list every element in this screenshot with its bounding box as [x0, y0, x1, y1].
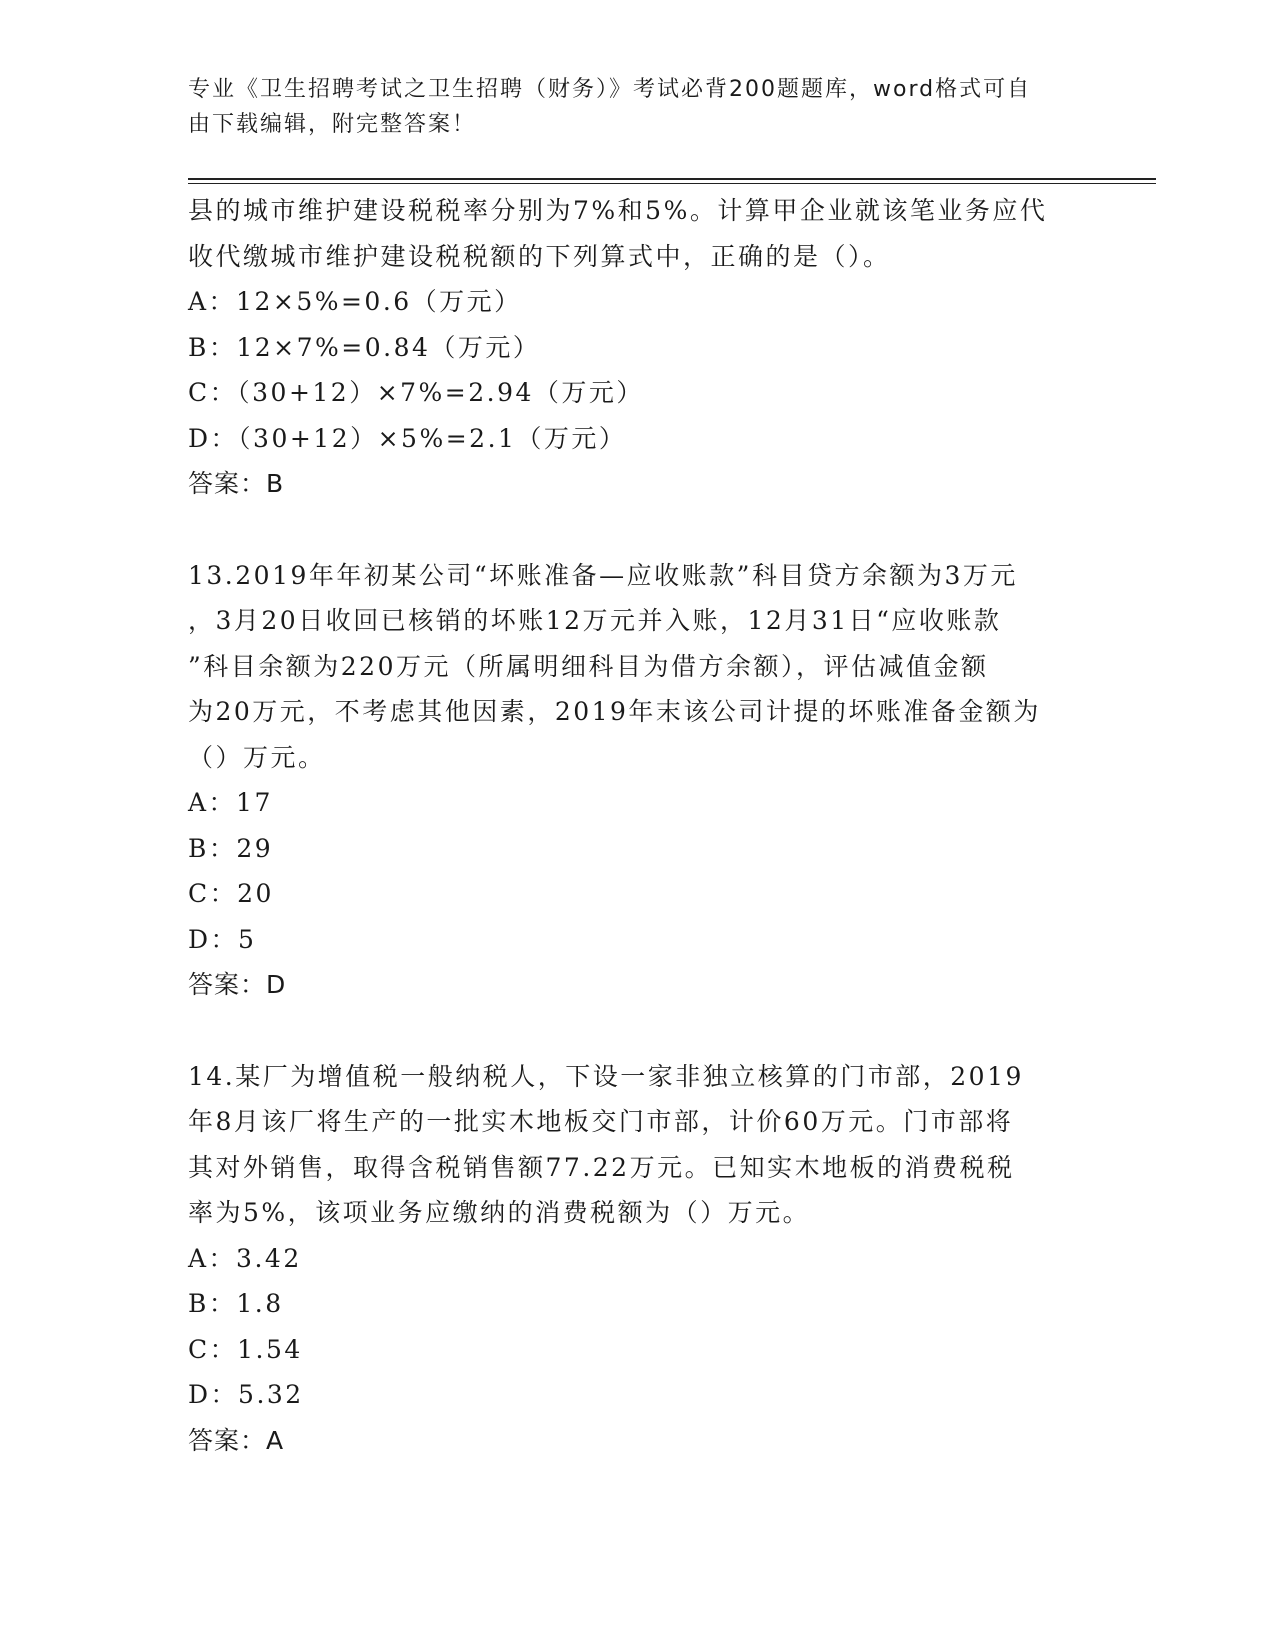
question-12: [188, 188, 1088, 507]
option-b: B：12×7%=0.84（万元）: [188, 332, 541, 362]
question-stem-line: 13.2019年年初某公司“坏账准备—应收账款”科目贷方余额为3万元: [188, 560, 1018, 590]
header-line-1: 专业《卫生招聘考试之卫生招聘（财务）》考试必背200题题库，word格式可自: [188, 77, 1032, 102]
question-13: [188, 553, 1088, 1008]
option-a: A：17: [188, 788, 273, 817]
question-stem-line: 率为5%，该项业务应缴纳的消费税额为（）万元。: [188, 1198, 811, 1227]
question-spacer: [188, 507, 1088, 553]
question-stem-line: 14.某厂为增值税一般纳税人，下设一家非独立核算的门市部，2019: [188, 1061, 1024, 1091]
header-divider-thick: [188, 178, 1156, 180]
question-stem-line: 县的城市维护建设税税率分别为7%和5%。计算甲企业就该笔业务应代: [188, 196, 1048, 225]
answer-line: 答案：D: [188, 970, 287, 999]
option-c: C：20: [188, 879, 274, 908]
question-14: [188, 1054, 1088, 1464]
question-stem-line: 为20万元，不考虑其他因素，2019年末该公司计提的坏账准备金额为: [188, 697, 1041, 726]
answer-line: 答案：A: [188, 1425, 285, 1455]
option-d: D：5: [188, 924, 257, 954]
option-a: A：12×5%=0.6（万元）: [188, 287, 522, 316]
header-line-2: 由下载编辑，附完整答案！: [188, 112, 477, 137]
question-stem-line: ”科目余额为220万元（所属明细科目为借方余额），评估减值金额: [188, 651, 989, 681]
question-stem-line: ，3月20日收回已核销的坏账12万元并入账，12月31日“应收账款: [188, 606, 1002, 635]
option-b: B：1.8: [188, 1289, 284, 1318]
question-stem-line: 收代缴城市维护建设税税额的下列算式中，正确的是（）。: [188, 241, 891, 271]
option-a: A：3.42: [188, 1243, 302, 1273]
question-stem-line: 年8月该厂将生产的一批实木地板交门市部，计价60万元。门市部将: [188, 1107, 1014, 1136]
document-header: [188, 72, 1068, 142]
answer-line: 答案：B: [188, 469, 285, 498]
option-c: C：1.54: [188, 1334, 303, 1364]
option-b: B：29: [188, 833, 274, 863]
header-divider-thin: [188, 183, 1156, 184]
question-stem-line: 其对外销售，取得含税销售额77.22万元。已知实木地板的消费税税: [188, 1152, 1015, 1182]
question-stem-line: （）万元。: [188, 742, 326, 772]
document-body: [188, 188, 1088, 1463]
option-d: D：5.32: [188, 1380, 304, 1409]
question-spacer: [188, 1008, 1088, 1054]
option-c: C：（30+12）×7%=2.94（万元）: [188, 378, 644, 407]
option-d: D：（30+12）×5%=2.1（万元）: [188, 423, 627, 453]
